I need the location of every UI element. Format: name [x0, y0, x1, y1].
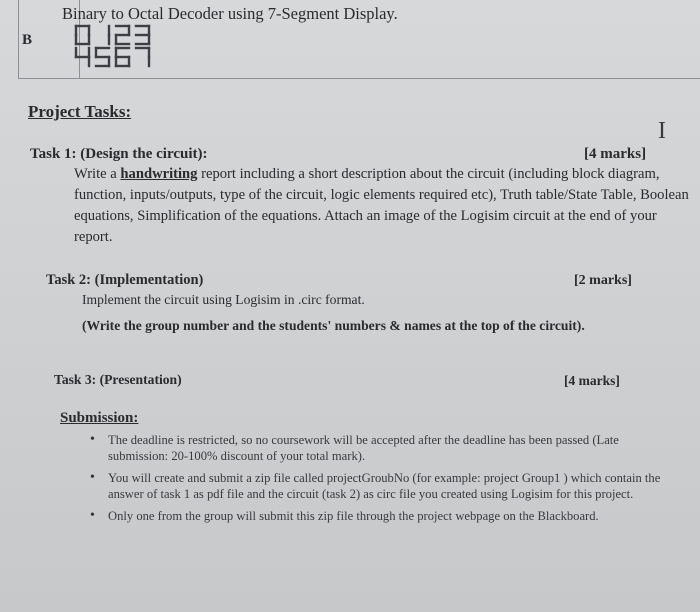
digit-5 — [96, 48, 109, 66]
task2-description: Implement the circuit using Logisim in .circ format. — [82, 292, 365, 307]
bullet-icon: • — [90, 508, 95, 523]
task1-emphasis: handwriting — [120, 166, 198, 182]
task2-note: (Write the group number and the students' numbers & names at the top of the circuit). — [82, 318, 585, 333]
submission-item-text: You will create and submit a zip file called projectGroubNo (for example: project Group1 ) which contain the answer of task 1 as pdf file and the circuit (task 2) as circ file you created using Logisim for this project. — [108, 471, 661, 501]
bullet-icon: • — [90, 470, 95, 485]
seven-segment-row-2 — [72, 46, 202, 68]
task1-text-post: report including a short description about the circuit (including block diagram, function, inputs/outputs, type of the circuit, logic elements required etc), Truth table/State Table, Boolean equations, Simplification of the equations. Attach an image of the Logisim circuit at the end of your report. — [74, 166, 689, 245]
text-cursor-icon: I — [658, 118, 666, 144]
task2-title: Task 2: (Implementation) — [46, 272, 204, 288]
digit-2 — [116, 26, 129, 44]
task1-marks: [4 marks] — [584, 146, 647, 162]
task3-title: Task 3: (Presentation) — [54, 372, 182, 387]
submission-item — [90, 432, 670, 464]
seven-segment-digits-4-7 — [72, 46, 202, 68]
submission-item-text: The deadline is restricted, so no coursework will be accepted after the deadline has been passed (Late submission: 20-100% discount of your total mark). — [108, 433, 619, 463]
submission-item-text: Only one from the group will submit this zip file through the project webpage on the Blackboard. — [108, 509, 599, 523]
submission-item — [90, 470, 670, 502]
submission-list — [90, 432, 670, 530]
task3-marks: [4 marks] — [564, 373, 620, 388]
submission-item — [90, 508, 670, 524]
task2-marks: [2 marks] — [574, 273, 632, 288]
task1-text-pre: Write a — [74, 166, 121, 182]
task1-title: Task 1: (Design the circuit): — [30, 146, 208, 162]
task1-description — [74, 164, 690, 248]
digit-3 — [136, 26, 149, 44]
submission-heading: Submission: — [60, 410, 139, 426]
table-title: Binary to Octal Decoder using 7-Segment Display. — [62, 4, 398, 23]
seven-segment-digits-0-3 — [72, 24, 202, 46]
digit-4 — [76, 48, 89, 66]
seven-segment-row-1 — [72, 24, 202, 46]
digit-0 — [76, 26, 89, 44]
row-label: B — [22, 32, 33, 48]
digit-6 — [116, 48, 129, 66]
bullet-icon: • — [90, 432, 95, 447]
digit-7 — [136, 48, 149, 66]
project-tasks-heading: Project Tasks: — [28, 102, 132, 121]
